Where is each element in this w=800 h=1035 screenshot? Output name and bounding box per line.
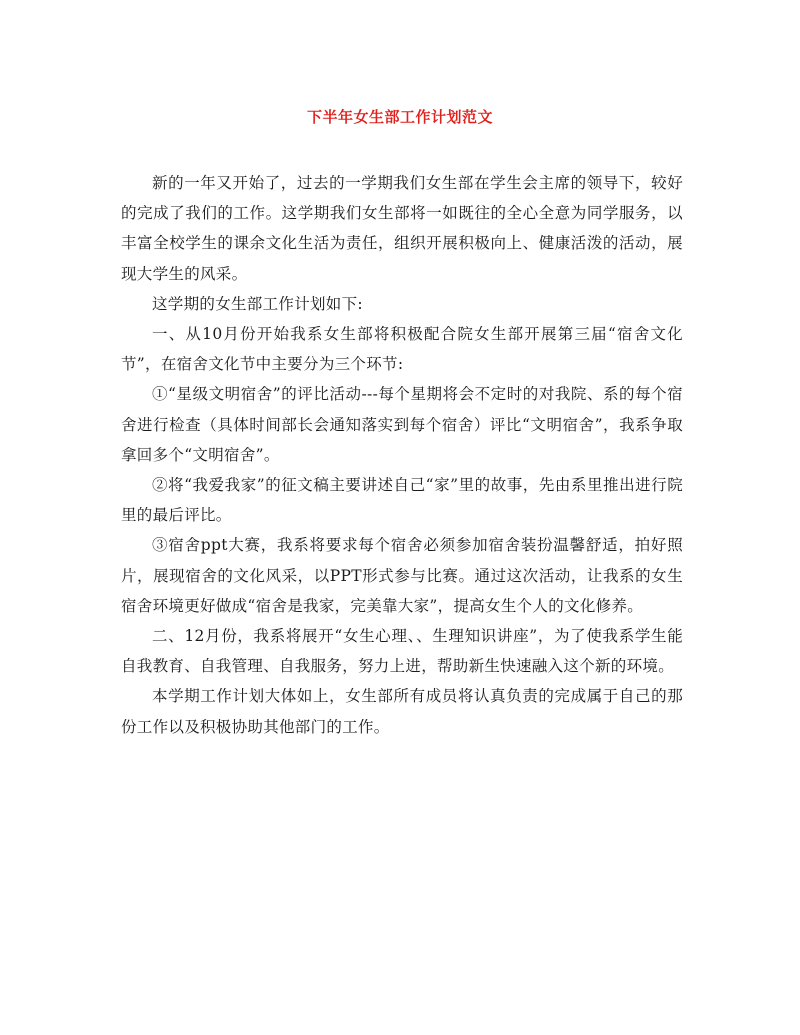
- paragraph-conclusion: 本学期工作计划大体如上，女生部所有成员将认真负责的完成属于自己的那份工作以及积极协助其他部门的工作。: [121, 687, 683, 736]
- paragraph-plan-heading: 这学期的女生部工作计划如下:: [152, 294, 363, 313]
- paragraph-intro: 新的一年又开始了，过去的一学期我们女生部在学生会主席的领导下，较好的完成了我们的工作。这学期我们女生部将一如既往的全心全意为同学服务，以丰富全校学生的课余文化生活为责任，组织开展积极向上、健康活泼的活动，展现大学生的风采。: [121, 174, 683, 283]
- paragraph-item-three: ③宿舍ppt大赛，我系将要求每个宿舍必须参加宿舍装扮温馨舒适，拍好照片，展现宿舍的文化风采，以PPT形式参与比赛。通过这次活动，让我系的女生宿舍环境更好做成“宿舍是我家，完美靠大家”，提高女生个人的文化修养。: [121, 536, 683, 615]
- paragraph-section-one: 一、从10月份开始我系女生部将积极配合院女生部开展第三届“宿舍文化节”，在宿舍文化节中主要分为三个环节:: [121, 325, 683, 374]
- document-title: 下半年女生部工作计划范文: [306, 108, 493, 126]
- paragraph-item-one: ①“星级文明宿舍”的评比活动---每个星期将会不定时的对我院、系的每个宿舍进行检查（具体时间部长会通知落实到每个宿舍）评比“文明宿舍”，我系争取拿回多个“文明宿舍”。: [121, 385, 683, 464]
- paragraph-section-two: 二、12月份，我系将展开“女生心理、、生理知识讲座”，为了使我系学生能自我教育、自我管理、自我服务，努力上进，帮助新生快速融入这个新的环境。: [121, 627, 683, 676]
- paragraph-item-two: ②将“我爱我家”的征文稿主要讲述自己“家”里的故事，先由系里推出进行院里的最后评比。: [121, 476, 683, 525]
- document-body: [121, 168, 683, 742]
